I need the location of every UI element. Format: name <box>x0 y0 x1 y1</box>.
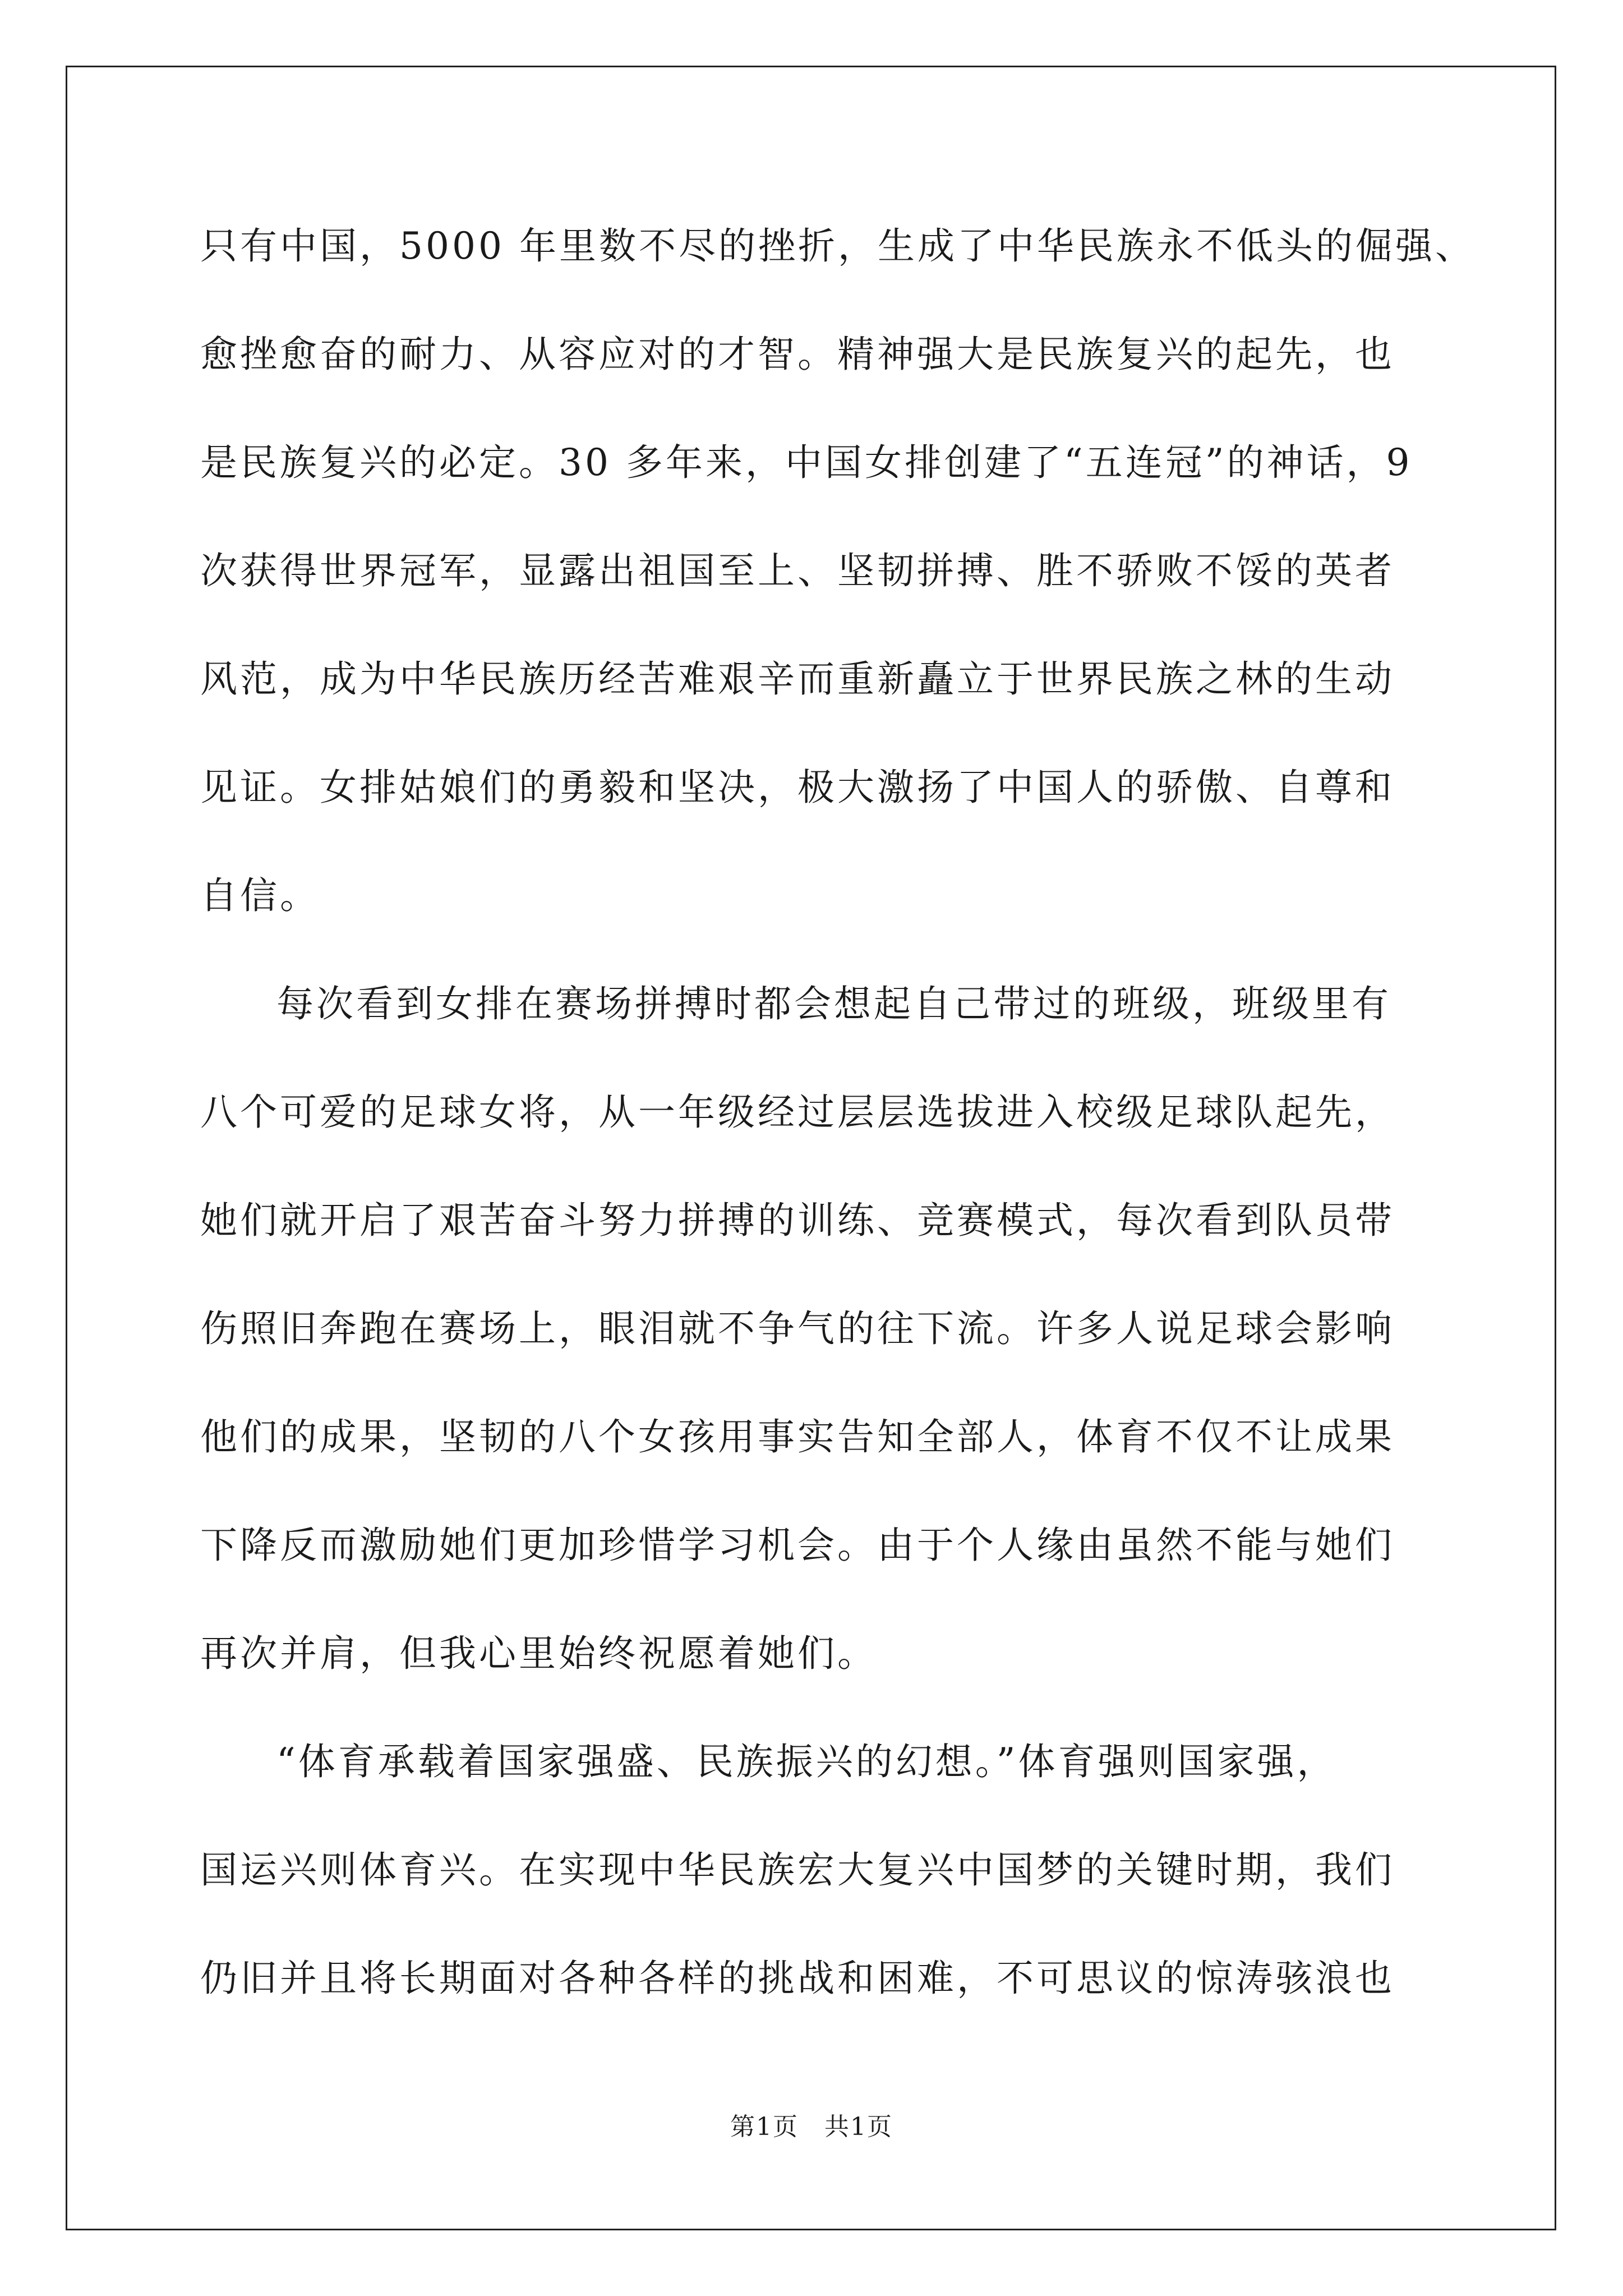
text-line: 伤照旧奔跑在赛场上，眼泪就不争气的往下流。许多人说足球会影响 <box>200 1307 1395 1350</box>
text-line: 仍旧并且将长期面对各种各样的挑战和困难，不可思议的惊涛骇浪也 <box>200 1957 1395 2000</box>
paragraph-first-line: “体育承载着国家强盛、民族振兴的幻想。”体育强则国家强， <box>276 1740 1337 1783</box>
text-line: 国运兴则体育兴。在实现中华民族宏大复兴中国梦的关键时期，我们 <box>200 1848 1395 1892</box>
text-line: 她们就开启了艰苦奋斗努力拼搏的训练、竞赛模式，每次看到队员带 <box>200 1199 1395 1242</box>
text-line: 下降反而激励她们更加珍惜学习机会。由于个人缘由虽然不能与她们 <box>200 1524 1395 1567</box>
page-number-footer: 第1页 共1页 <box>730 2113 893 2141</box>
text-line: 他们的成果，坚韧的八个女孩用事实告知全部人，体育不仅不让成果 <box>200 1415 1395 1458</box>
text-line: 次获得世界冠军，显露出祖国至上、坚韧拼搏、胜不骄败不馁的英者 <box>200 549 1395 592</box>
text-line: 自信。 <box>200 874 320 917</box>
paragraph-first-line: 每次看到女排在赛场拼搏时都会想起自己带过的班级，班级里有 <box>276 982 1391 1025</box>
text-line: 见证。女排姑娘们的勇毅和坚决，极大激扬了中国人的骄傲、自尊和 <box>200 766 1395 809</box>
text-line: 愈挫愈奋的耐力、从容应对的才智。精神强大是民族复兴的起先，也 <box>200 333 1395 376</box>
text-line: 八个可爱的足球女将，从一年级经过层层选拔进入校级足球队起先， <box>200 1091 1395 1134</box>
text-line: 是民族复兴的必定。30 多年来，中国女排创建了“五连冠”的神话，9 <box>200 441 1413 484</box>
text-line: 只有中国，5000 年里数不尽的挫折，生成了中华民族永不低头的倔强、 <box>200 224 1475 268</box>
document-body <box>200 192 1475 2032</box>
text-line: 风范，成为中华民族历经苦难艰辛而重新矗立于世界民族之林的生动 <box>200 657 1395 701</box>
text-line: 再次并肩，但我心里始终祝愿着她们。 <box>200 1632 877 1675</box>
